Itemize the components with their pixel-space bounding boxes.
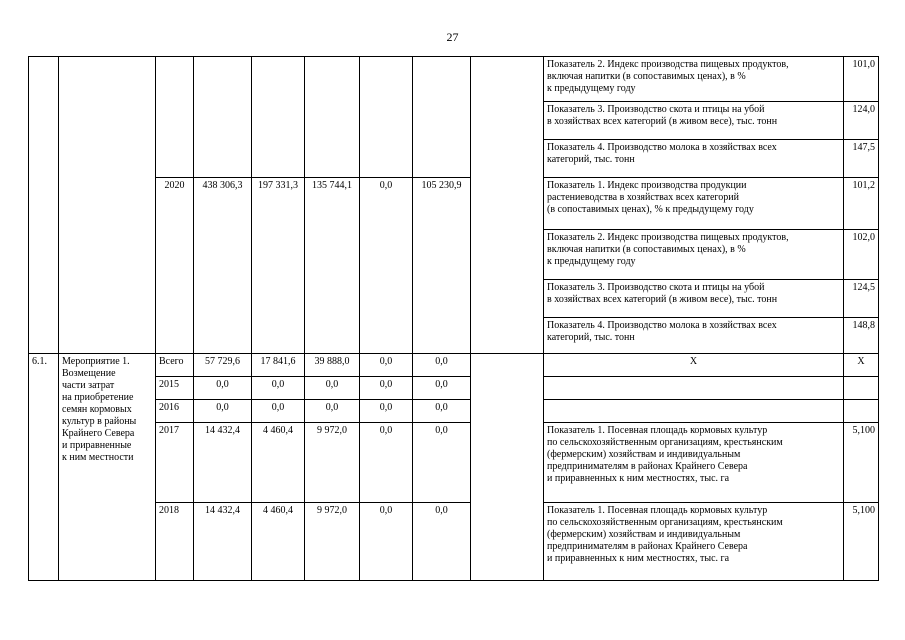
cell-value: 5,100	[844, 423, 879, 503]
cell-indicator: Показатель 1. Индекс производства продукции растениеводства в хозяйствах всех категорий (в сопоставимых ценах), % к предыдущему году	[544, 178, 844, 230]
cell-spacer	[471, 57, 544, 354]
cell-col4: 0,0	[413, 400, 471, 423]
cell-col1: 17 841,6	[252, 354, 305, 377]
cell-col2: 9 972,0	[305, 503, 360, 581]
cell-col4: 0,0	[413, 503, 471, 581]
cell-total: 14 432,4	[194, 503, 252, 581]
cell-indicator: Показатель 1. Посевная площадь кормовых культур по сельскохозяйственным организациям, крестьянским (фермерским) хозяйствам и индивидуальным предпринимателям в районах Крайнего Севера и приравненных к ним местностях, тыс. га	[544, 503, 844, 581]
cell-col4: 0,0	[413, 354, 471, 377]
cell-value: 5,100	[844, 503, 879, 581]
table-row	[29, 377, 879, 400]
cell-indicator: Показатель 2. Индекс производства пищевых продуктов, включая напитки (в сопоставимых ценах), в % к предыдущему году	[544, 230, 844, 280]
cell-col3: 0,0	[360, 178, 413, 354]
cell-col2: 135 744,1	[305, 178, 360, 354]
cell-spacer	[471, 354, 544, 581]
cell-total: 438 306,3	[194, 178, 252, 354]
cell-indicator	[544, 400, 844, 423]
cell-col1: 0,0	[252, 400, 305, 423]
cell-col3: 0,0	[360, 354, 413, 377]
program-table	[28, 56, 879, 581]
cell-name	[59, 57, 156, 354]
cell-year: 2020	[156, 178, 194, 354]
cell-value: X	[844, 354, 879, 377]
cell-year: 2017	[156, 423, 194, 503]
table-row	[29, 57, 879, 102]
cell-total: 0,0	[194, 400, 252, 423]
cell-col2: 9 972,0	[305, 423, 360, 503]
cell-col4: 105 230,9	[413, 178, 471, 354]
cell-col1: 4 460,4	[252, 503, 305, 581]
cell-col2: 0,0	[305, 400, 360, 423]
cell-value: 147,5	[844, 140, 879, 178]
cell-col1: 197 331,3	[252, 178, 305, 354]
page-number: 27	[446, 30, 459, 44]
table-row	[29, 400, 879, 423]
cell-value: 148,8	[844, 318, 879, 354]
cell-value: 102,0	[844, 230, 879, 280]
cell-col1: 4 460,4	[252, 423, 305, 503]
cell-year: 2015	[156, 377, 194, 400]
cell-name: Мероприятие 1. Возмещение части затрат на приобретение семян кормовых культур в районы Крайнего Севера и приравненные к ним местности	[59, 354, 156, 581]
cell-total: 0,0	[194, 377, 252, 400]
table-row	[29, 503, 879, 581]
cell-value: 101,2	[844, 178, 879, 230]
cell-indicator: Показатель 2. Индекс производства пищевых продуктов, включая напитки (в сопоставимых ценах), в % к предыдущему году	[544, 57, 844, 102]
cell-value: 124,5	[844, 280, 879, 318]
cell-total: 57 729,6	[194, 354, 252, 377]
cell-col3: 0,0	[360, 377, 413, 400]
cell-col4: 0,0	[413, 377, 471, 400]
cell-value: 124,0	[844, 102, 879, 140]
cell-indicator	[544, 377, 844, 400]
cell-col3: 0,0	[360, 423, 413, 503]
table-row	[29, 354, 879, 377]
cell-total: 14 432,4	[194, 423, 252, 503]
cell-indicator: Показатель 3. Производство скота и птицы на убой в хозяйствах всех категорий (в живом весе), тыс. тонн	[544, 102, 844, 140]
cell-col2: 39 888,0	[305, 354, 360, 377]
cell-col2: 0,0	[305, 377, 360, 400]
cell-num	[29, 57, 59, 354]
cell-indicator: Показатель 1. Посевная площадь кормовых культур по сельскохозяйственным организациям, крестьянским (фермерским) хозяйствам и индивидуальным предпринимателям в районах Крайнего Севера и приравненных к ним местностях, тыс. га	[544, 423, 844, 503]
cell-year: 2018	[156, 503, 194, 581]
table-row	[29, 423, 879, 503]
cell-year	[156, 57, 194, 178]
cell-col4: 0,0	[413, 423, 471, 503]
cell-col3: 0,0	[360, 503, 413, 581]
cell-num: 6.1.	[29, 354, 59, 581]
table-row	[29, 178, 879, 230]
cell-col3: 0,0	[360, 400, 413, 423]
cell-value	[844, 400, 879, 423]
cell-year: 2016	[156, 400, 194, 423]
cell-col1: 0,0	[252, 377, 305, 400]
cell-indicator: Показатель 3. Производство скота и птицы на убой в хозяйствах всех категорий (в живом весе), тыс. тонн	[544, 280, 844, 318]
cell-indicator: X	[544, 354, 844, 377]
cell-indicator: Показатель 4. Производство молока в хозяйствах всех категорий, тыс. тонн	[544, 140, 844, 178]
cell-value: 101,0	[844, 57, 879, 102]
cell-year: Всего	[156, 354, 194, 377]
cell-indicator: Показатель 4. Производство молока в хозяйствах всех категорий, тыс. тонн	[544, 318, 844, 354]
cell-value	[844, 377, 879, 400]
